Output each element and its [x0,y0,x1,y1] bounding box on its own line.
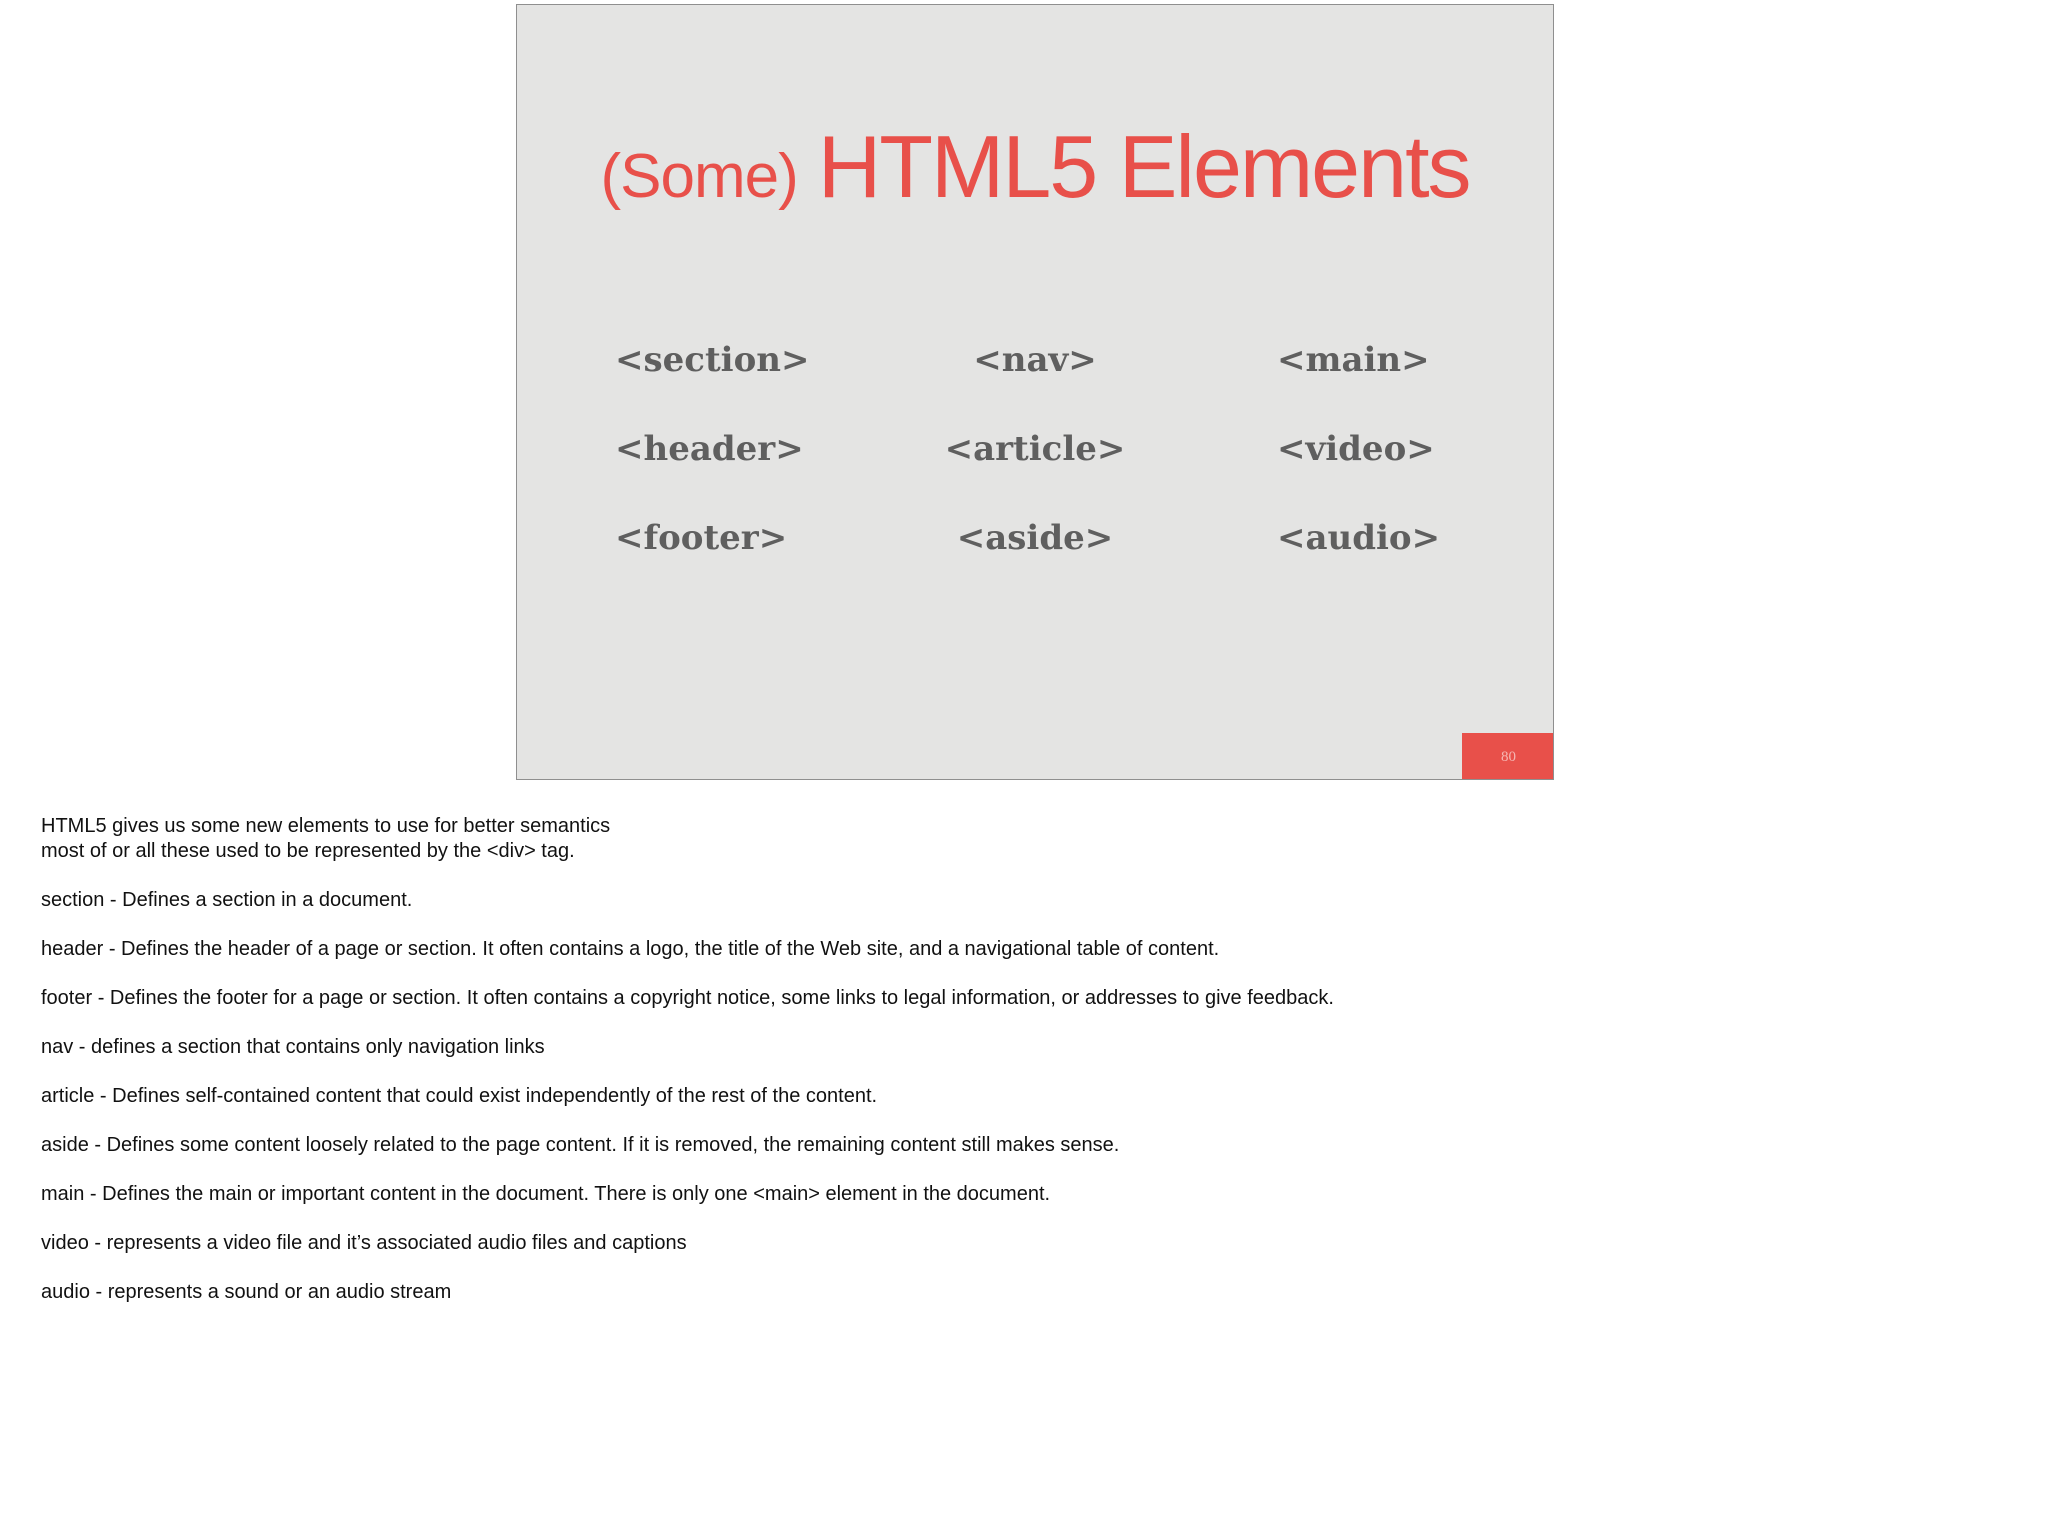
notes-item-footer: footer - Defines the footer for a page or section. It often contains a copyright notice, some links to legal information, or addresses to give feedback. [41,987,1334,1009]
tag-section: <section> [615,340,810,380]
slide [516,4,1554,780]
notes-intro-line-2: most of or all these used to be represented by the <div> tag. [41,840,575,862]
notes-intro-line-1: HTML5 gives us some new elements to use for better semantics [41,815,611,837]
slide-title-main: HTML5 Elements [817,117,1470,216]
notes-item-nav: nav - defines a section that contains only navigation links [41,1036,545,1058]
tag-footer: <footer> [615,518,788,558]
notes-item-video: video - represents a video file and it’s associated audio files and captions [41,1232,687,1254]
notes-item-section: section - Defines a section in a document. [41,889,413,911]
notes-item-audio: audio - represents a sound or an audio stream [41,1281,452,1303]
notes-item-aside: aside - Defines some content loosely related to the page content. If it is removed, the remaining content still makes sense. [41,1134,1120,1156]
notes-item-article: article - Defines self-contained content that could exist independently of the rest of the content. [41,1085,878,1107]
slide-title [517,117,1553,216]
notes-item-header: header - Defines the header of a page or section. It often contains a logo, the title of the Web site, and a navigational table of content. [41,938,1220,960]
tag-video: <video> [1277,429,1435,469]
tag-article: <article> [944,429,1126,469]
tag-header: <header> [615,429,804,469]
speaker-notes [41,814,2001,1305]
slide-page-number: 80 [1462,733,1554,780]
tag-main: <main> [1277,340,1430,380]
notes-item-main: main - Defines the main or important content in the document. There is only one <main> element in the document. [41,1183,1051,1205]
tag-audio: <audio> [1277,518,1441,558]
tag-aside: <aside> [956,518,1114,558]
slide-title-prefix: (Some) [600,142,798,211]
tag-nav: <nav> [973,340,1097,380]
